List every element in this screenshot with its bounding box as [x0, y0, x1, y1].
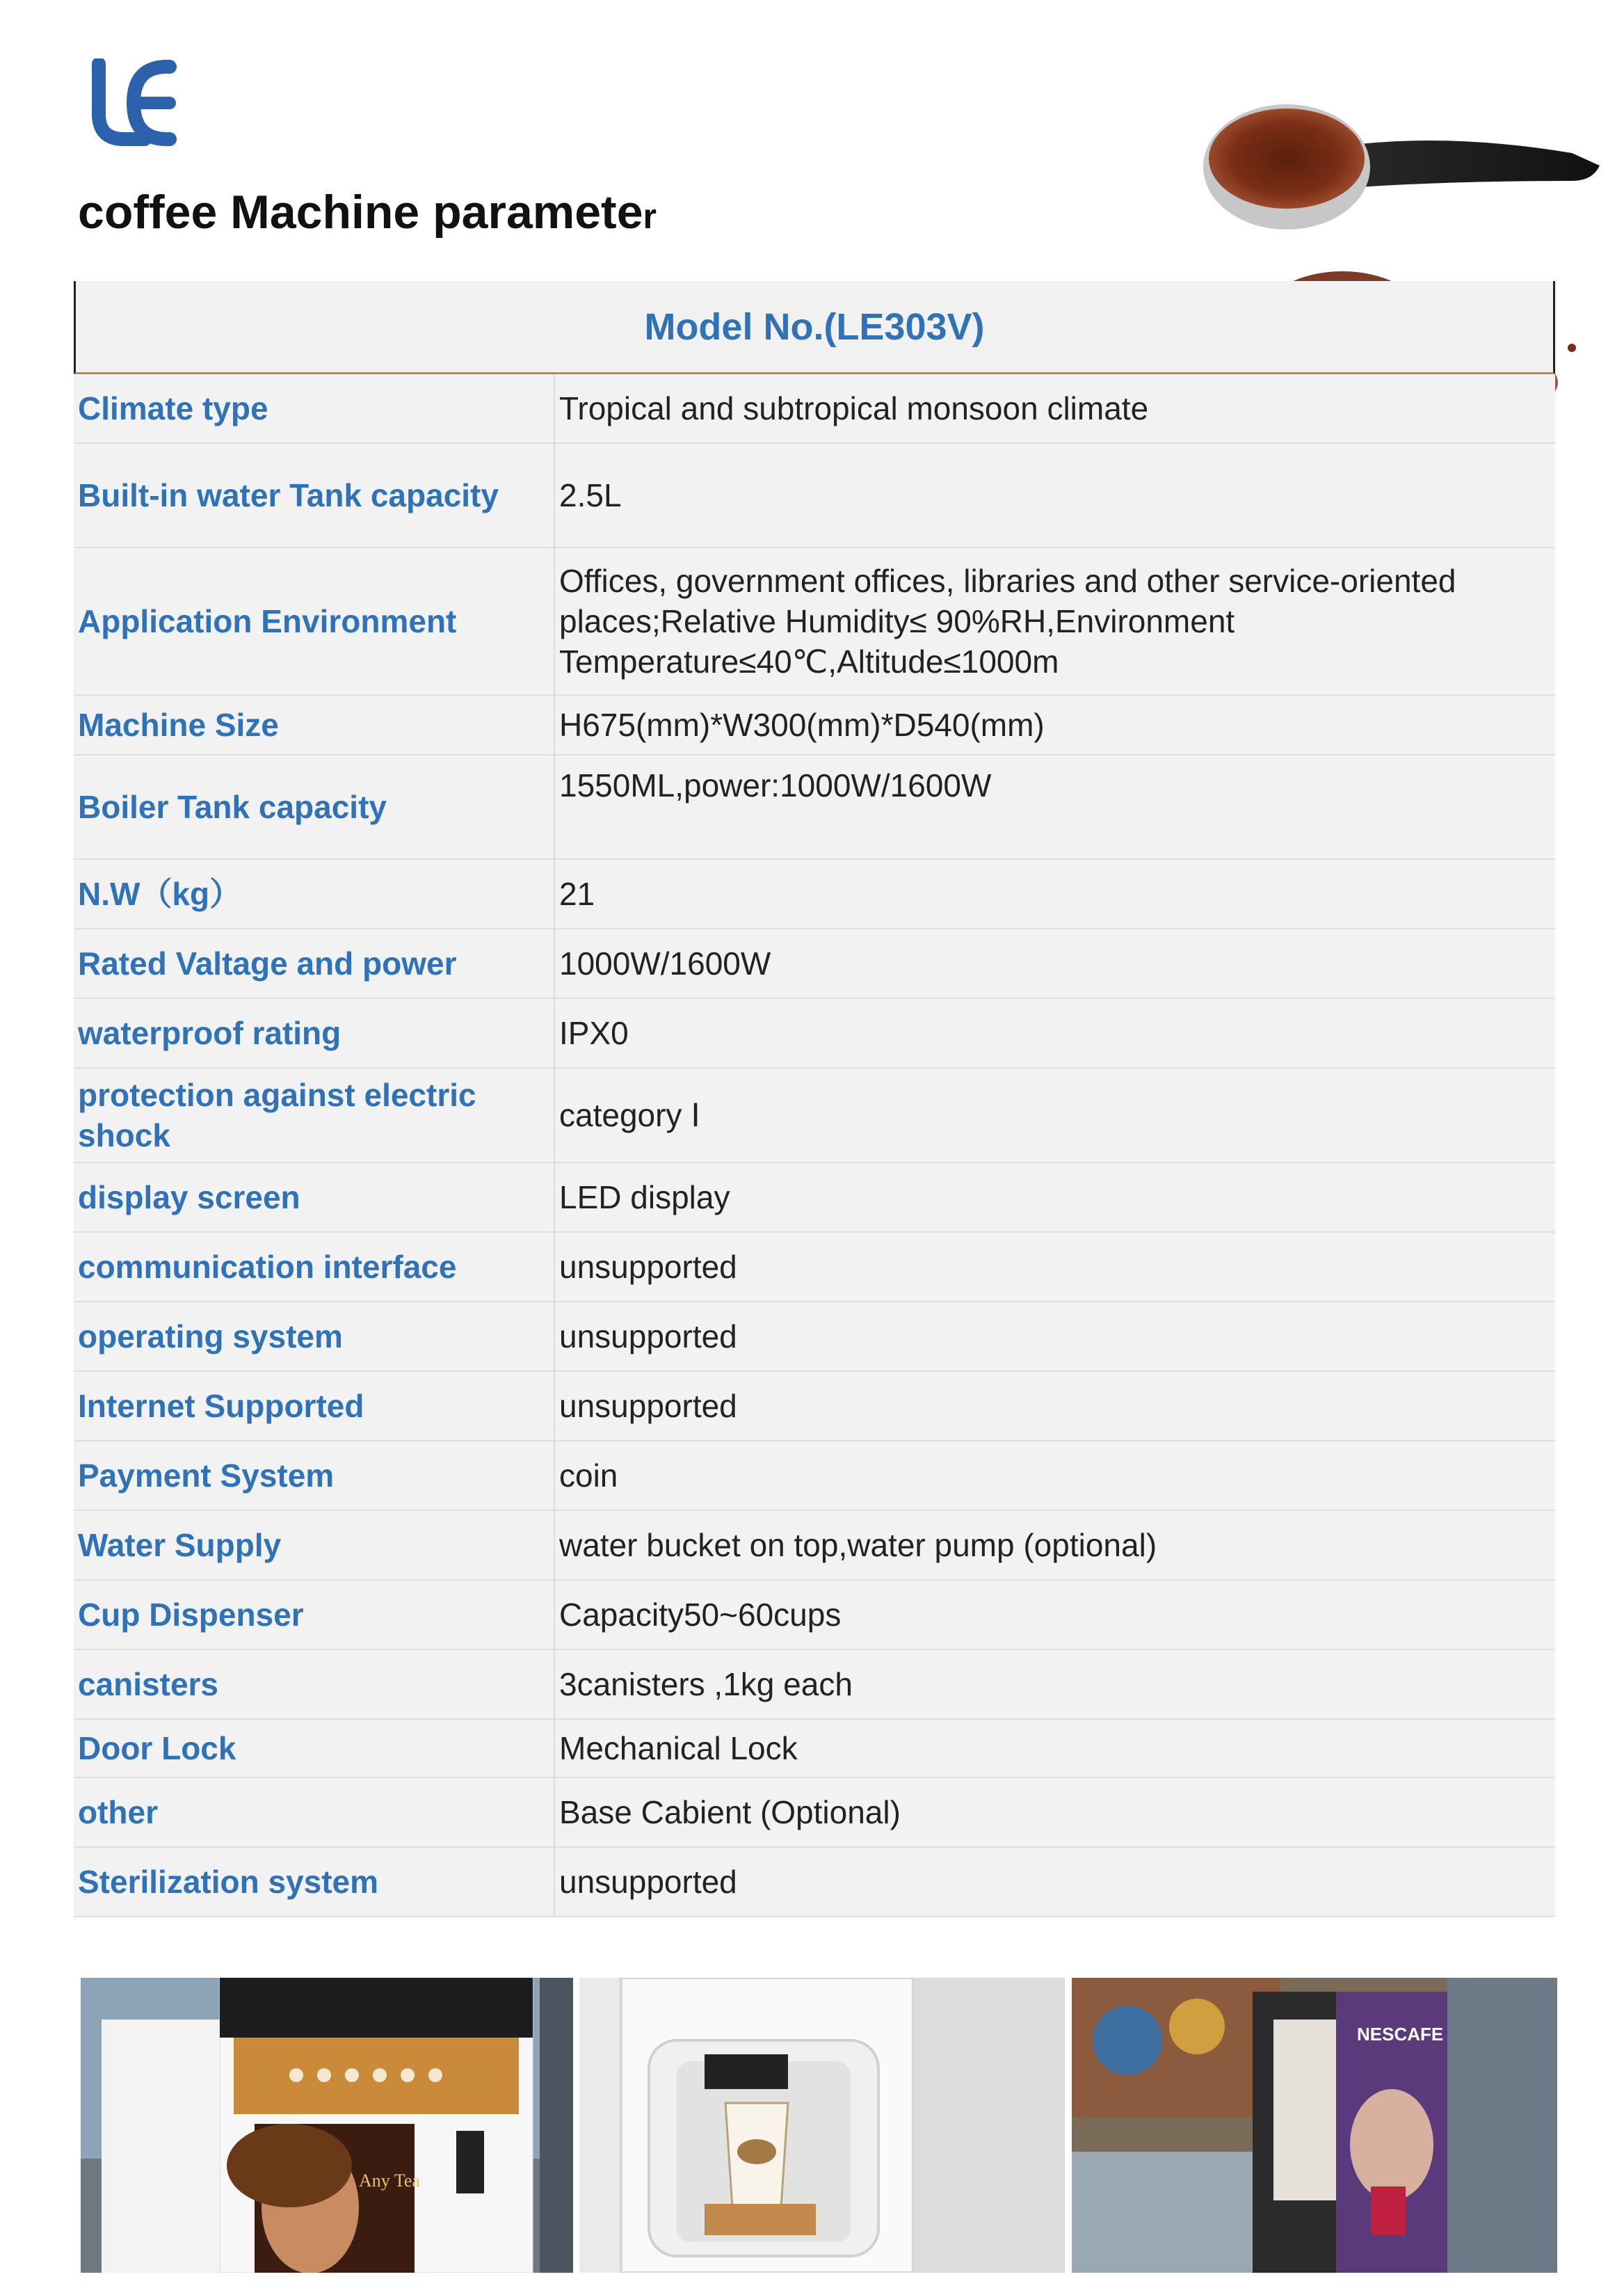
param-value: 2.5L	[559, 477, 622, 513]
table-row	[74, 1848, 1555, 1917]
param-label: Sterilization system	[74, 1848, 555, 1916]
param-value: unsupported	[559, 1318, 737, 1354]
param-label: Built-in water Tank capacity	[74, 444, 555, 547]
page-title: coffee Machine parameter	[78, 186, 657, 239]
table-row	[74, 1233, 1555, 1302]
table-row	[74, 696, 1555, 755]
machine-front-photo	[81, 1978, 573, 2273]
table-row	[74, 755, 1555, 860]
machine-on-site-photo	[1072, 1978, 1557, 2273]
param-value: water bucket on top,water pump (optional)	[559, 1527, 1157, 1563]
param-value: 21	[559, 876, 595, 912]
table-row	[74, 1069, 1555, 1163]
param-value: H675(mm)*W300(mm)*D540(mm)	[559, 707, 1045, 743]
product-photos	[0, 1978, 1624, 2273]
param-value: Mechanical Lock	[559, 1730, 798, 1766]
param-label: communication interface	[74, 1233, 555, 1301]
table-row	[74, 1511, 1555, 1581]
table-row	[74, 1163, 1555, 1233]
table-row	[74, 1441, 1555, 1511]
param-label: Water Supply	[74, 1511, 555, 1579]
table-row	[74, 1372, 1555, 1441]
table-row	[74, 999, 1555, 1069]
spec-table	[74, 281, 1555, 1917]
param-value: 3canisters ,1kg each	[559, 1666, 853, 1702]
table-row	[74, 548, 1555, 696]
param-value: Offices, government offices, libraries and other service-oriented places;Relative Humidity≤ 90%RH,Environment Temperature≤40℃,Altitude≤1000m	[559, 563, 1456, 680]
param-label: display screen	[74, 1163, 555, 1231]
table-row	[74, 1778, 1555, 1848]
param-value: Base Cabient (Optional)	[559, 1794, 901, 1830]
panel-text: Any Tea	[359, 2170, 420, 2191]
param-value: 1000W/1600W	[559, 945, 771, 982]
table-row	[74, 1720, 1555, 1778]
param-value: Capacity50~60cups	[559, 1597, 842, 1633]
param-label: operating system	[74, 1302, 555, 1370]
param-label: canisters	[74, 1650, 555, 1718]
table-row	[74, 929, 1555, 999]
param-value: 1550ML,power:1000W/1600W	[559, 767, 992, 803]
param-value: IPX0	[559, 1015, 629, 1051]
model-header: Model No.(LE303V)	[74, 281, 1555, 374]
table-row	[74, 444, 1555, 548]
param-value: unsupported	[559, 1388, 737, 1424]
brand-text: NESCAFE	[1357, 2024, 1444, 2045]
table-row	[74, 1650, 1555, 1720]
param-label: N.W（kg）	[74, 860, 555, 928]
param-label: Machine Size	[74, 696, 555, 754]
param-label: Door Lock	[74, 1720, 555, 1777]
param-value: Tropical and subtropical monsoon climate	[559, 390, 1149, 426]
param-label: Climate type	[74, 374, 555, 442]
table-row	[74, 374, 1555, 444]
param-value: unsupported	[559, 1864, 737, 1900]
param-value: unsupported	[559, 1249, 737, 1285]
param-label: protection against electric shock	[74, 1069, 555, 1162]
param-label: waterproof rating	[74, 999, 555, 1067]
param-label: Application Environment	[74, 548, 555, 694]
param-label: other	[74, 1778, 555, 1846]
le-logo	[89, 58, 181, 147]
param-value: category Ⅰ	[559, 1097, 700, 1133]
param-label: Payment System	[74, 1441, 555, 1510]
param-value: LED display	[559, 1179, 730, 1215]
param-label: Internet Supported	[74, 1372, 555, 1440]
table-row	[74, 860, 1555, 929]
param-value: coin	[559, 1457, 618, 1494]
dispenser-closeup-photo	[579, 1978, 1065, 2273]
param-label: Boiler Tank capacity	[74, 755, 555, 858]
table-row	[74, 1581, 1555, 1650]
param-label: Rated Valtage and power	[74, 929, 555, 998]
param-label: Cup Dispenser	[74, 1581, 555, 1649]
table-row	[74, 1302, 1555, 1372]
